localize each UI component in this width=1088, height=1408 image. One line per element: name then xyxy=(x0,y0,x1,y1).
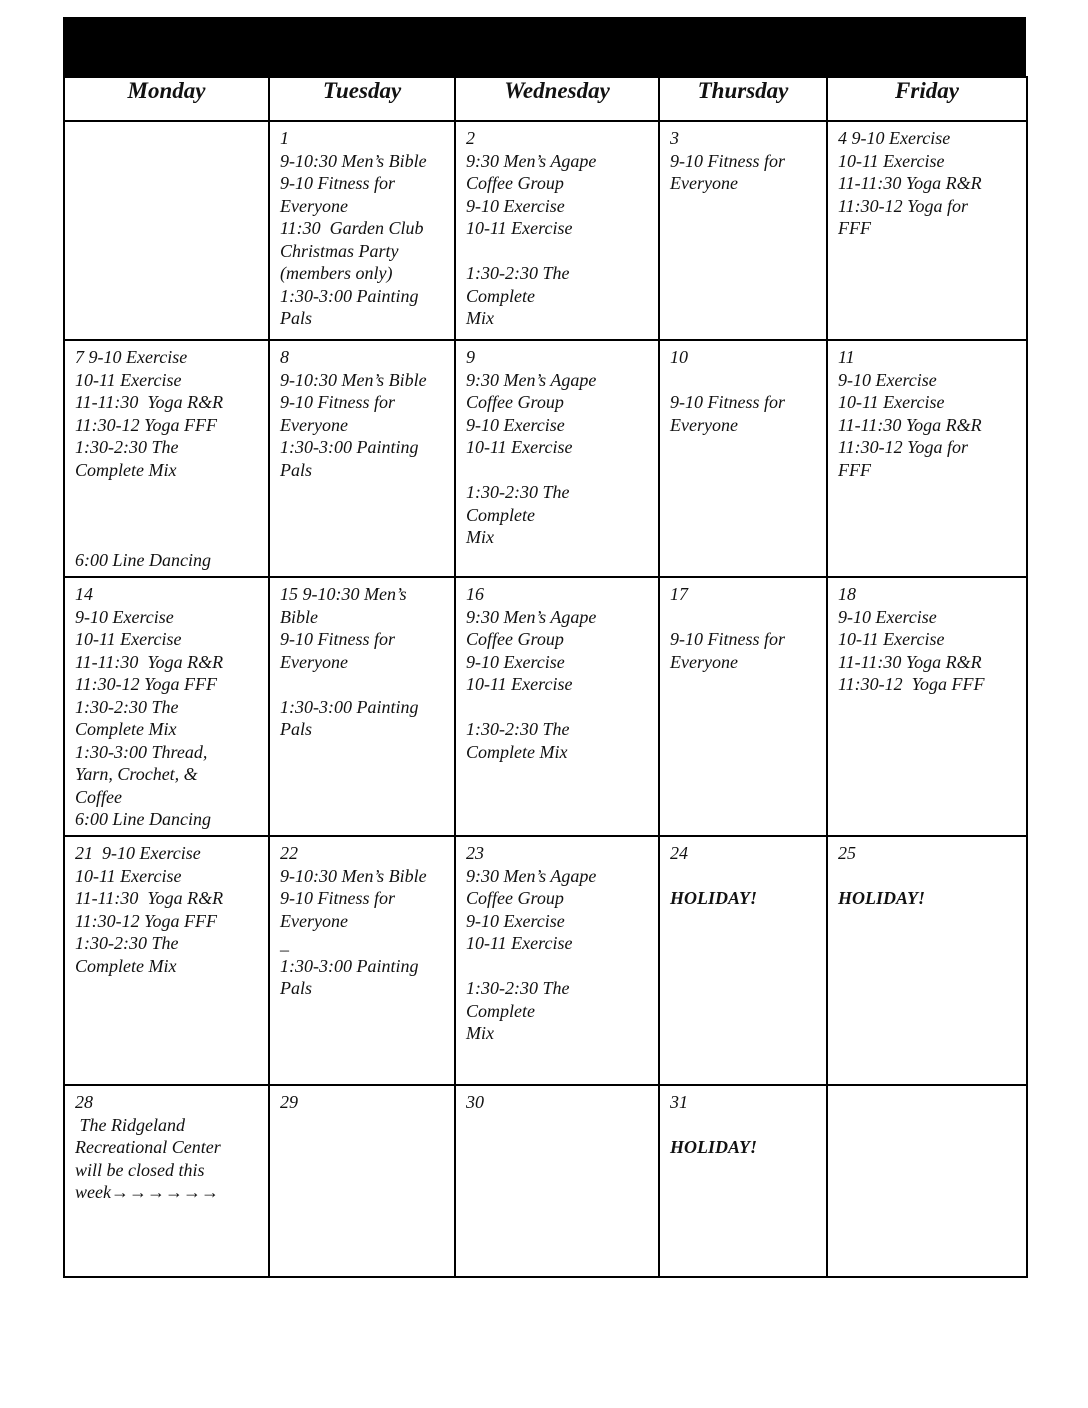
day-cell xyxy=(455,121,659,340)
holiday-label: HOLIDAY! xyxy=(670,888,758,908)
event-line: Bible xyxy=(280,606,318,627)
event-line: 9:30 Men’s Agape xyxy=(466,865,597,886)
event-line: 10-11 Exercise xyxy=(466,674,573,694)
event-line: 1:30-3:00 Painting xyxy=(280,437,419,457)
weekday-header-thursday: Thursday xyxy=(659,77,827,121)
event-line: _ xyxy=(280,933,289,953)
event-line: 11:30-12 Yoga FFF xyxy=(75,910,217,931)
event-line: Everyone xyxy=(670,173,738,193)
day-number-line: 31 xyxy=(670,1092,688,1112)
day-number-line: 24 xyxy=(670,843,688,863)
event-line: 9-10:30 Men’s Bible xyxy=(280,865,427,886)
week-row xyxy=(64,577,1027,836)
event-line: 9-10 Fitness for xyxy=(280,629,395,649)
day-cell xyxy=(455,836,659,1085)
day-number-line: 11 xyxy=(838,347,855,367)
event-line: 11-11:30 Yoga R&R xyxy=(75,651,224,672)
event-line: 10-11 Exercise xyxy=(838,629,945,649)
event-line xyxy=(280,673,445,696)
event-line: 9-10 Fitness for xyxy=(280,392,395,412)
event-line: Everyone xyxy=(670,414,738,435)
event-line: 1:30-2:30 The xyxy=(75,437,179,457)
holiday-label: HOLIDAY! xyxy=(670,1137,758,1157)
event-line: Pals xyxy=(280,719,313,739)
week-row xyxy=(64,121,1027,340)
day-number-line: 29 xyxy=(280,1092,298,1112)
event-line xyxy=(670,865,817,888)
event-line: Mix xyxy=(466,1023,494,1043)
day-number-line: 14 xyxy=(75,584,93,604)
day-cell xyxy=(827,577,1027,836)
event-line: 10-11 Exercise xyxy=(838,150,945,171)
event-line: 10-11 Exercise xyxy=(466,933,573,953)
day-number-line: 10 xyxy=(670,347,688,367)
event-line: 1:30-2:30 The xyxy=(466,263,570,283)
event-line xyxy=(838,865,1017,888)
day-cell xyxy=(64,1085,269,1277)
event-line: 9-10 Fitness for xyxy=(670,150,785,171)
event-line: 1:30-2:30 The xyxy=(75,933,179,953)
day-number-line: 7 9-10 Exercise xyxy=(75,347,188,367)
week-row xyxy=(64,340,1027,577)
day-number-line: 23 xyxy=(466,843,484,863)
day-cell xyxy=(269,836,455,1085)
event-line: Coffee Group xyxy=(466,392,564,412)
event-line: 11:30-12 Yoga FFF xyxy=(75,414,217,435)
day-number-line: 4 9-10 Exercise xyxy=(838,128,951,148)
weekday-header-wednesday: Wednesday xyxy=(455,77,659,121)
day-number-line: 3 xyxy=(670,128,679,148)
week-row xyxy=(64,1085,1027,1277)
event-line: 11-11:30 Yoga R&R xyxy=(838,651,982,672)
event-line: Coffee xyxy=(75,786,122,807)
event-line: 9-10 Exercise xyxy=(466,195,565,216)
event-line: 10-11 Exercise xyxy=(838,392,945,412)
event-line xyxy=(75,481,259,504)
week-row xyxy=(64,836,1027,1085)
event-line: The Ridgeland xyxy=(75,1114,185,1135)
day-cell xyxy=(827,1085,1027,1277)
day-number-line: 17 xyxy=(670,584,688,604)
event-line: Pals xyxy=(280,459,313,480)
event-line xyxy=(75,526,259,549)
event-line: Mix xyxy=(466,308,494,328)
day-number-line: 8 xyxy=(280,347,289,367)
event-line: 9-10 Fitness for xyxy=(670,629,785,649)
event-line: 9-10 Exercise xyxy=(838,369,937,390)
day-cell xyxy=(64,577,269,836)
holiday-label: HOLIDAY! xyxy=(838,888,926,908)
event-line: Mix xyxy=(466,527,494,547)
event-line: Complete xyxy=(466,504,535,525)
event-line: 6:00 Line Dancing xyxy=(75,549,211,570)
event-line: 9:30 Men’s Agape xyxy=(466,150,597,171)
event-line: 6:00 Line Dancing xyxy=(75,809,211,829)
event-line: 10-11 Exercise xyxy=(75,629,182,649)
event-line: Everyone xyxy=(280,195,348,216)
event-line: Coffee Group xyxy=(466,173,564,193)
day-cell xyxy=(659,121,827,340)
day-cell xyxy=(659,340,827,577)
event-line: Christmas Party xyxy=(280,240,399,261)
day-cell xyxy=(269,577,455,836)
event-line: 11-11:30 Yoga R&R xyxy=(75,392,224,412)
day-number-line: 30 xyxy=(466,1092,484,1112)
event-line: FFF xyxy=(838,459,871,480)
calendar-grid xyxy=(63,76,1028,1278)
event-line: Everyone xyxy=(280,414,348,435)
calendar-body xyxy=(64,121,1027,1277)
weekday-header-tuesday: Tuesday xyxy=(269,77,455,121)
day-cell xyxy=(659,577,827,836)
day-number-line: 22 xyxy=(280,843,298,863)
event-line: week→→→→→→ xyxy=(75,1182,219,1202)
day-cell xyxy=(455,1085,659,1277)
day-number-line: 2 xyxy=(466,128,475,148)
event-line: 9-10 Exercise xyxy=(838,606,937,627)
event-line: 1:30-2:30 The xyxy=(466,482,570,502)
event-line: 11-11:30 Yoga R&R xyxy=(838,414,982,435)
day-cell xyxy=(827,836,1027,1085)
event-line: 11:30-12 Yoga for xyxy=(838,437,969,457)
event-line: 11:30 Garden Club xyxy=(280,218,424,238)
event-line: Complete xyxy=(466,1000,535,1021)
event-line: 9-10 Exercise xyxy=(466,651,565,672)
event-line: Everyone xyxy=(670,651,738,672)
day-cell xyxy=(455,340,659,577)
event-line xyxy=(670,1114,817,1137)
day-cell xyxy=(659,1085,827,1277)
day-cell xyxy=(455,577,659,836)
event-line: Pals xyxy=(280,308,313,328)
event-line: 11-11:30 Yoga R&R xyxy=(838,173,982,193)
event-line: Coffee Group xyxy=(466,629,564,649)
calendar xyxy=(63,17,1026,1277)
event-line: 9-10:30 Men’s Bible xyxy=(280,150,427,171)
month-header-bar xyxy=(63,17,1026,76)
day-number-line: 9 xyxy=(466,347,475,367)
event-line: 9-10 Exercise xyxy=(466,910,565,931)
event-line: Coffee Group xyxy=(466,888,564,908)
event-line: Complete xyxy=(466,285,535,306)
event-line: 10-11 Exercise xyxy=(466,218,573,238)
weekday-header-friday: Friday xyxy=(827,77,1027,121)
day-number-line: 16 xyxy=(466,584,484,604)
event-line: 1:30-3:00 Painting xyxy=(280,696,419,717)
event-line: 9-10 Fitness for xyxy=(280,173,395,193)
event-line: Complete Mix xyxy=(466,741,568,762)
day-number-line: 18 xyxy=(838,584,856,604)
weekday-header-monday: Monday xyxy=(64,77,269,121)
day-number-line: 25 xyxy=(838,843,856,863)
event-line xyxy=(466,955,649,978)
event-line: Everyone xyxy=(280,910,348,931)
event-line: 9:30 Men’s Agape xyxy=(466,369,597,390)
event-line: 1:30-2:30 The xyxy=(75,696,179,717)
event-line: 9-10 Exercise xyxy=(466,414,565,435)
day-cell xyxy=(659,836,827,1085)
day-number-line: 15 9-10:30 Men’s xyxy=(280,584,407,604)
event-line: Complete Mix xyxy=(75,459,177,480)
event-line: 1:30-2:30 The xyxy=(466,719,570,739)
event-line xyxy=(466,696,649,719)
day-cell xyxy=(827,121,1027,340)
event-line xyxy=(670,606,817,629)
day-number-line: 28 xyxy=(75,1092,93,1112)
event-line: Pals xyxy=(280,978,313,998)
day-cell xyxy=(64,340,269,577)
event-line: (members only) xyxy=(280,263,393,283)
event-line: FFF xyxy=(838,218,871,238)
event-line: Recreational Center xyxy=(75,1137,221,1157)
event-line: 1:30-3:00 Thread, xyxy=(75,741,208,762)
event-line: 1:30-3:00 Painting xyxy=(280,285,419,306)
event-line: 10-11 Exercise xyxy=(466,437,573,457)
event-line: 10-11 Exercise xyxy=(75,369,182,390)
event-line: 11:30-12 Yoga FFF xyxy=(75,674,217,694)
event-line xyxy=(466,240,649,263)
event-line: 9:30 Men’s Agape xyxy=(466,606,597,627)
event-line: 1:30-3:00 Painting xyxy=(280,955,419,976)
day-cell xyxy=(269,340,455,577)
day-cell xyxy=(269,121,455,340)
event-line: 11-11:30 Yoga R&R xyxy=(75,888,224,908)
event-line xyxy=(466,459,649,482)
event-line xyxy=(75,504,259,527)
event-line: 10-11 Exercise xyxy=(75,865,182,886)
day-cell xyxy=(64,121,269,340)
event-line: Everyone xyxy=(280,651,348,672)
event-line: Complete Mix xyxy=(75,719,177,739)
event-line: 11:30-12 Yoga for xyxy=(838,195,969,216)
event-line: 9-10 Exercise xyxy=(75,606,174,627)
event-line: will be closed this xyxy=(75,1159,205,1180)
event-line: Complete Mix xyxy=(75,955,177,976)
weekday-header-row xyxy=(64,77,1027,121)
event-line: 9-10 Fitness for xyxy=(670,392,785,412)
event-line: 9-10 Fitness for xyxy=(280,888,395,908)
day-cell xyxy=(64,836,269,1085)
day-cell xyxy=(269,1085,455,1277)
day-number-line: 1 xyxy=(280,128,289,148)
day-number-line: 21 9-10 Exercise xyxy=(75,843,201,863)
event-line: Yarn, Crochet, & xyxy=(75,764,198,784)
event-line: 1:30-2:30 The xyxy=(466,978,570,998)
event-line: 9-10:30 Men’s Bible xyxy=(280,369,427,390)
event-line: 11:30-12 Yoga FFF xyxy=(838,674,985,694)
event-line xyxy=(670,369,817,392)
day-cell xyxy=(827,340,1027,577)
